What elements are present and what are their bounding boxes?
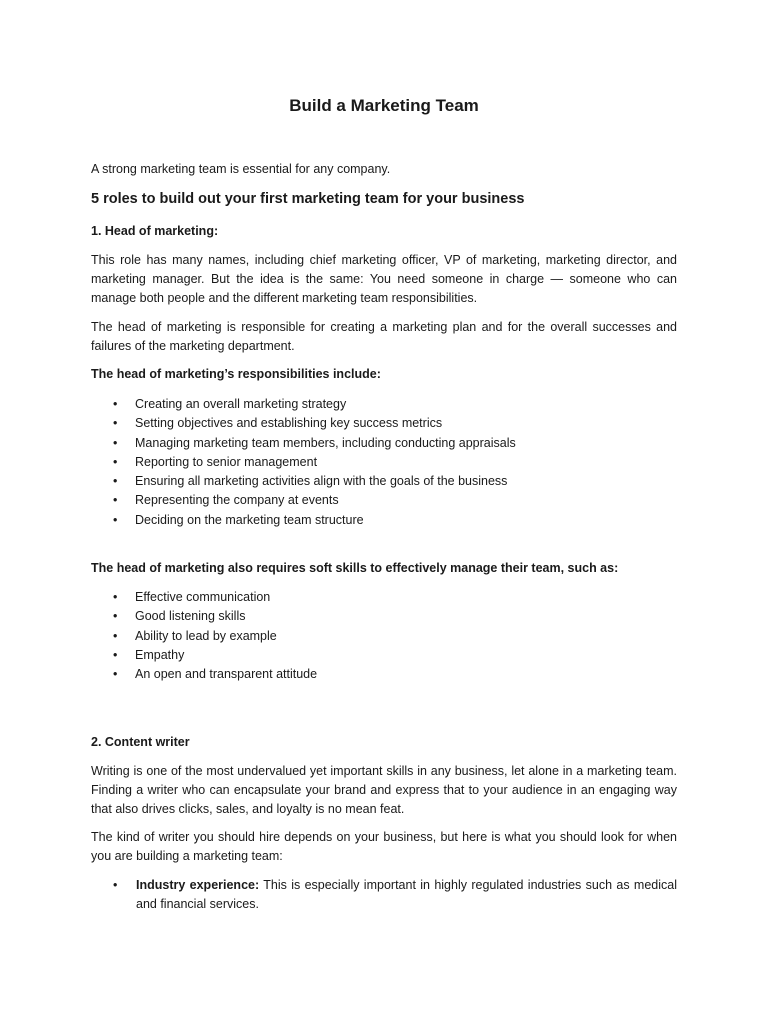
role1-heading: 1. Head of marketing: [91,224,219,238]
bullet-icon: • [113,647,118,662]
bullet-icon: • [113,878,118,892]
list-item: • Setting objectives and establishing key success metrics [91,414,677,433]
role2-heading: 2. Content writer [91,735,190,749]
list-item: • Reporting to senior management [91,453,677,472]
soft-skills-list [91,588,677,684]
item-text: This is especially important in highly regulated industries such as medical and financial services. [136,878,677,912]
bullet-icon: • [113,667,118,682]
list-item: • Empathy [91,646,677,665]
bullet-icon: • [113,474,118,489]
responsibilities-heading: The head of marketing’s responsibilities include: [91,367,381,381]
list-item: • Managing marketing team members, including conducting appraisals [91,434,677,453]
list-item: • Deciding on the marketing team structure [91,511,677,530]
role1-paragraph-1: This role has many names, including chief marketing officer, VP of marketing, marketing director, and marketing manager. But the idea is the same: You need someone in charge — someone who can manage both people and the different marketing team responsibilities. [91,253,677,306]
list-item: • Ensuring all marketing activities align with the goals of the business [91,472,677,491]
item-label: Industry experience: [136,878,260,892]
list-item: • Creating an overall marketing strategy [91,395,677,414]
soft-skills-heading: The head of marketing also requires soft skills to effectively manage their team, such as: [91,561,619,575]
document-title: Build a Marketing Team [289,96,479,115]
list-item: • Effective communication [91,588,677,607]
role2-paragraph-2: The kind of writer you should hire depends on your business, but here is what you should look for when you are building a marketing team: [91,830,677,864]
bullet-icon: • [113,397,118,411]
bullet-icon: • [113,493,118,508]
bullet-icon: • [113,609,118,624]
bullet-icon: • [113,435,118,450]
industry-experience-list [91,876,677,915]
list-item: • Ability to lead by example [91,627,677,646]
bullet-icon: • [113,454,118,469]
role2-paragraph-1: Writing is one of the most undervalued yet important skills in any business, let alone in a marketing team. Finding a writer who can encapsulate your brand and express that to your audience in an engaging way that also drives clicks, sales, and loyalty is no mean feat. [91,764,677,817]
bullet-icon: • [113,590,118,604]
bullet-icon: • [113,416,118,431]
role1-paragraph-2: The head of marketing is responsible for creating a marketing plan and for the overall successes and failures of the marketing department. [91,320,677,354]
bullet-icon: • [113,512,118,527]
bullet-icon: • [113,628,118,643]
responsibilities-list [91,395,677,530]
section-heading: 5 roles to build out your first marketing team for your business [91,191,525,207]
intro-paragraph: A strong marketing team is essential for any company. [91,162,391,176]
list-item: • Representing the company at events [91,491,677,510]
list-item [91,876,677,915]
list-item: • An open and transparent attitude [91,665,677,684]
list-item: • Good listening skills [91,607,677,626]
